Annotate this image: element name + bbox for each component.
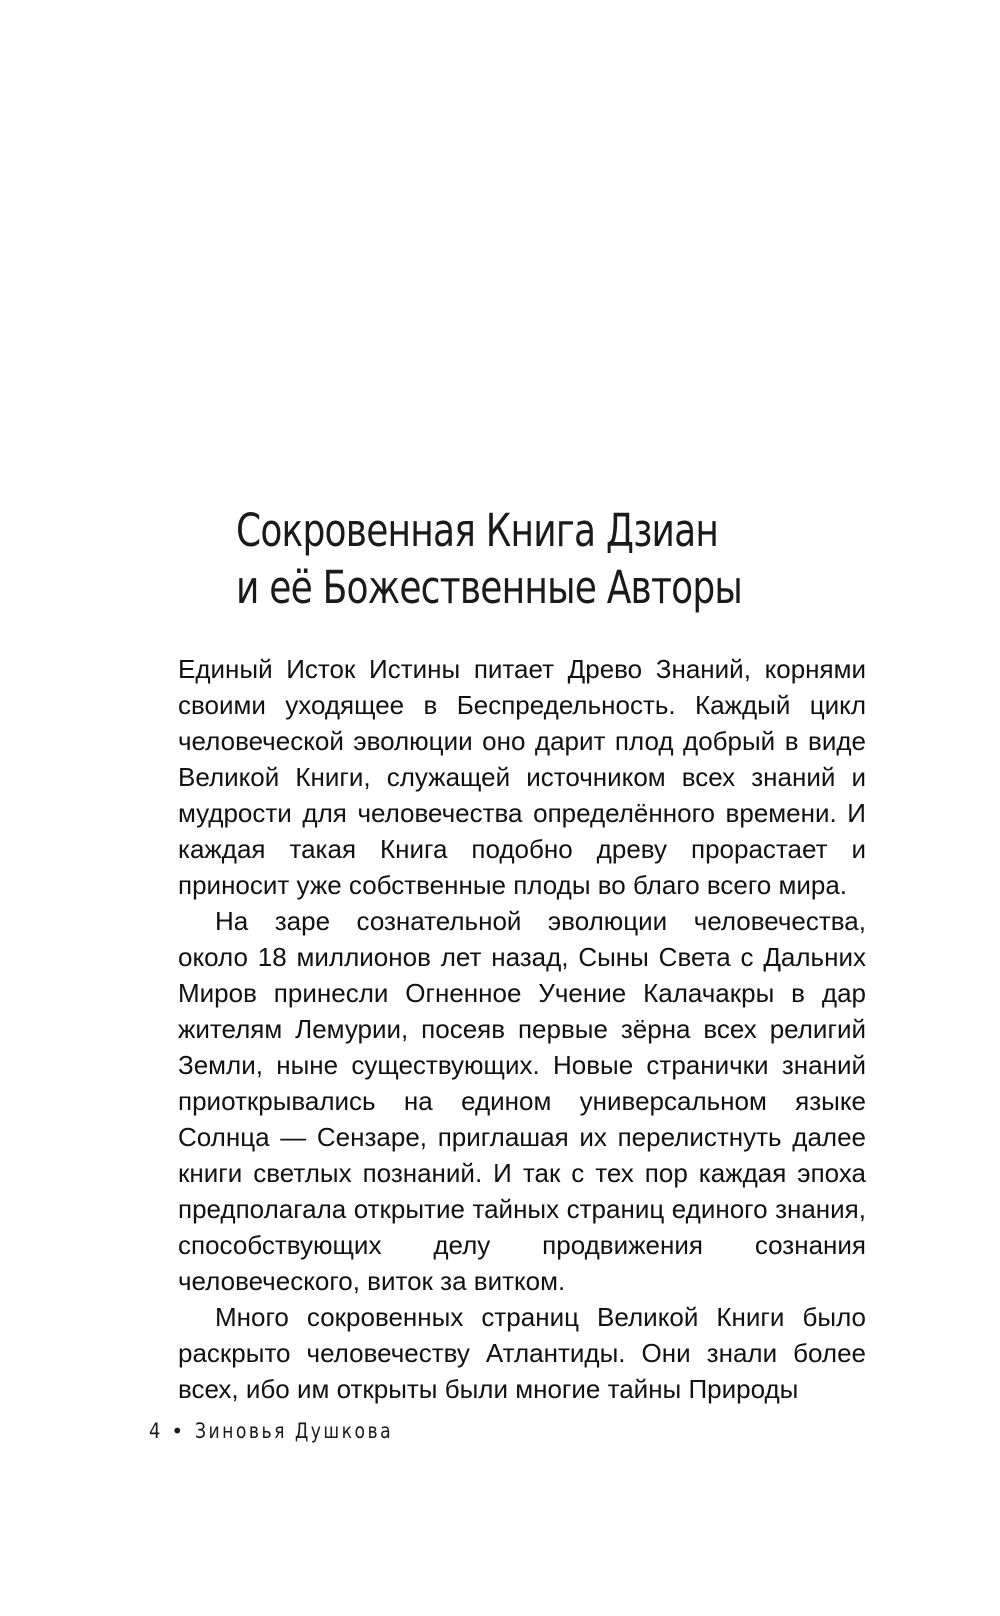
page-footer — [148, 1419, 437, 1443]
paragraph-3: Много сокровенных страниц Великой Книги было раскрыто человечеству Атлантиды. Они знали более всех, ибо им открыты были многие тайны Природы — [178, 1302, 866, 1404]
bullet-separator: • — [171, 1419, 184, 1443]
author-name: Зиновья Душкова — [195, 1419, 394, 1443]
chapter-title-line-1: Сокровенная Книга Дзиан — [236, 504, 719, 557]
body-text — [178, 651, 866, 1407]
paragraph-1: Единый Исток Истины питает Древо Знаний, корнями своими уходящее в Беспредельность. Каждый цикл человеческой эволюции оно дарит плод добрый в виде Великой Книги, служащей источником всех знаний и мудрости для человечества определённого времени. И каждая такая Книга подобно древу прорастает и приносит уже собственные плоды во благо всего мира. — [178, 654, 866, 900]
page-number: 4 — [149, 1419, 161, 1443]
paragraph-2: На заре сознательной эволюции человечества, около 18 миллионов лет назад, Сыны Света с Дальних Миров принесли Огненное Учение Калачакры в дар жителям Лемурии, посеяв первые зёрна всех религий Земли, ныне существующих. Новые странички знаний приоткрывались на едином универсальном языке Солнца — Сензаре, приглашая их перелистнуть далее книги светлых познаний. И так с тех пор каждая эпоха предполагала открытие тайных страниц единого знания, способствующих делу продвижения сознания человеческого, виток за витком. — [178, 906, 866, 1296]
chapter-title — [236, 502, 780, 616]
chapter-title-line-2: и её Божественные Авторы — [236, 561, 743, 614]
